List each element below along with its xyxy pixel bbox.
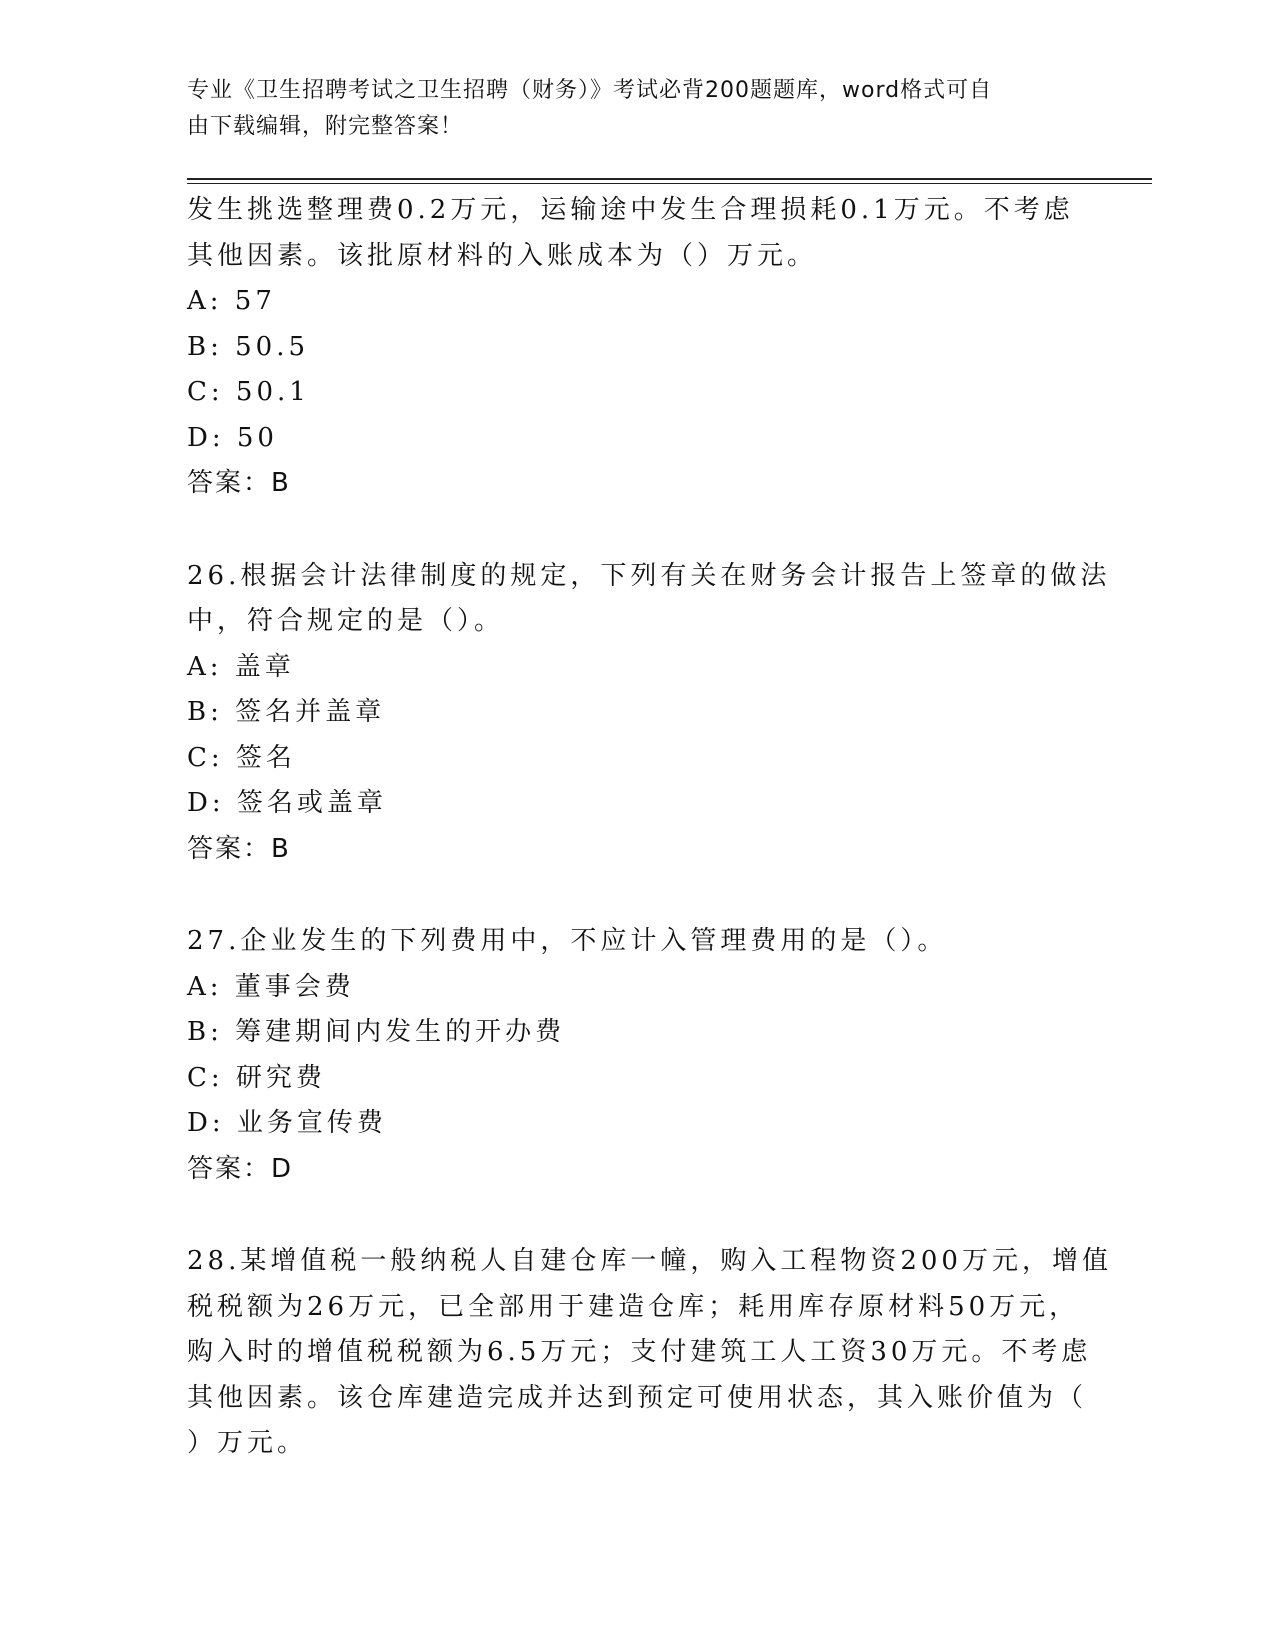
option-d: D: 业务宣传费 <box>187 1108 387 1138</box>
question-stem-line: 其他因素。该批原材料的入账成本为（）万元。 <box>187 240 818 271</box>
option-c: C: 研究费 <box>187 1062 326 1093</box>
option-b: B: 筹建期间内发生的开办费 <box>187 1017 566 1047</box>
question-stem-line: 中，符合规定的是（）。 <box>187 606 505 636</box>
header-line-1: 专业《卫生招聘考试之卫生招聘（财务）》考试必背200题题库，word格式可自 <box>187 78 993 103</box>
answer-line: 答案：B <box>187 468 291 498</box>
option-a: A: 盖章 <box>187 651 295 682</box>
question-stem-line: ）万元。 <box>187 1428 308 1458</box>
question-stem-line: 28.某增值税一般纳税人自建仓库一幢，购入工程物资200万元，增值 <box>187 1246 1112 1276</box>
answer-line: 答案：B <box>187 833 291 864</box>
question-27 <box>187 919 1087 1192</box>
question-stem-line: 购入时的增值税税额为6.5万元；支付建筑工人工资30万元。不考虑 <box>187 1337 1092 1367</box>
option-a: A: 57 <box>187 286 276 316</box>
option-c: C: 签名 <box>187 742 296 773</box>
option-a: A: 董事会费 <box>187 971 355 1002</box>
question-25 <box>187 188 1087 507</box>
header-line-2: 由下载编辑，附完整答案！ <box>187 114 464 139</box>
question-stem-line: 其他因素。该仓库建造完成并达到预定可使用状态，其入账价值为（ <box>187 1382 1088 1413</box>
question-26 <box>187 554 1111 873</box>
question-list <box>187 188 1112 1467</box>
option-d: D: 50 <box>187 422 278 453</box>
header-divider-thin <box>187 183 1152 184</box>
question-stem-line: 26.根据会计法律制度的规定，下列有关在财务会计报告上签章的做法 <box>187 560 1111 591</box>
header-divider-thick <box>187 178 1152 180</box>
question-stem-line: 税税额为26万元，已全部用于建造仓库；耗用库存原材料50万元， <box>187 1291 1080 1322</box>
document-header <box>187 73 1087 145</box>
option-b: B: 50.5 <box>187 331 310 362</box>
answer-line: 答案：D <box>187 1153 294 1184</box>
option-d: D: 签名或盖章 <box>187 788 387 818</box>
option-b: B: 签名并盖章 <box>187 697 386 727</box>
question-28 <box>187 1239 1112 1467</box>
question-stem-line: 27.企业发生的下列费用中，不应计入管理费用的是（）。 <box>187 926 948 956</box>
option-c: C: 50.1 <box>187 377 310 407</box>
question-stem-line: 发生挑选整理费0.2万元，运输途中发生合理损耗0.1万元。不考虑 <box>187 195 1074 225</box>
